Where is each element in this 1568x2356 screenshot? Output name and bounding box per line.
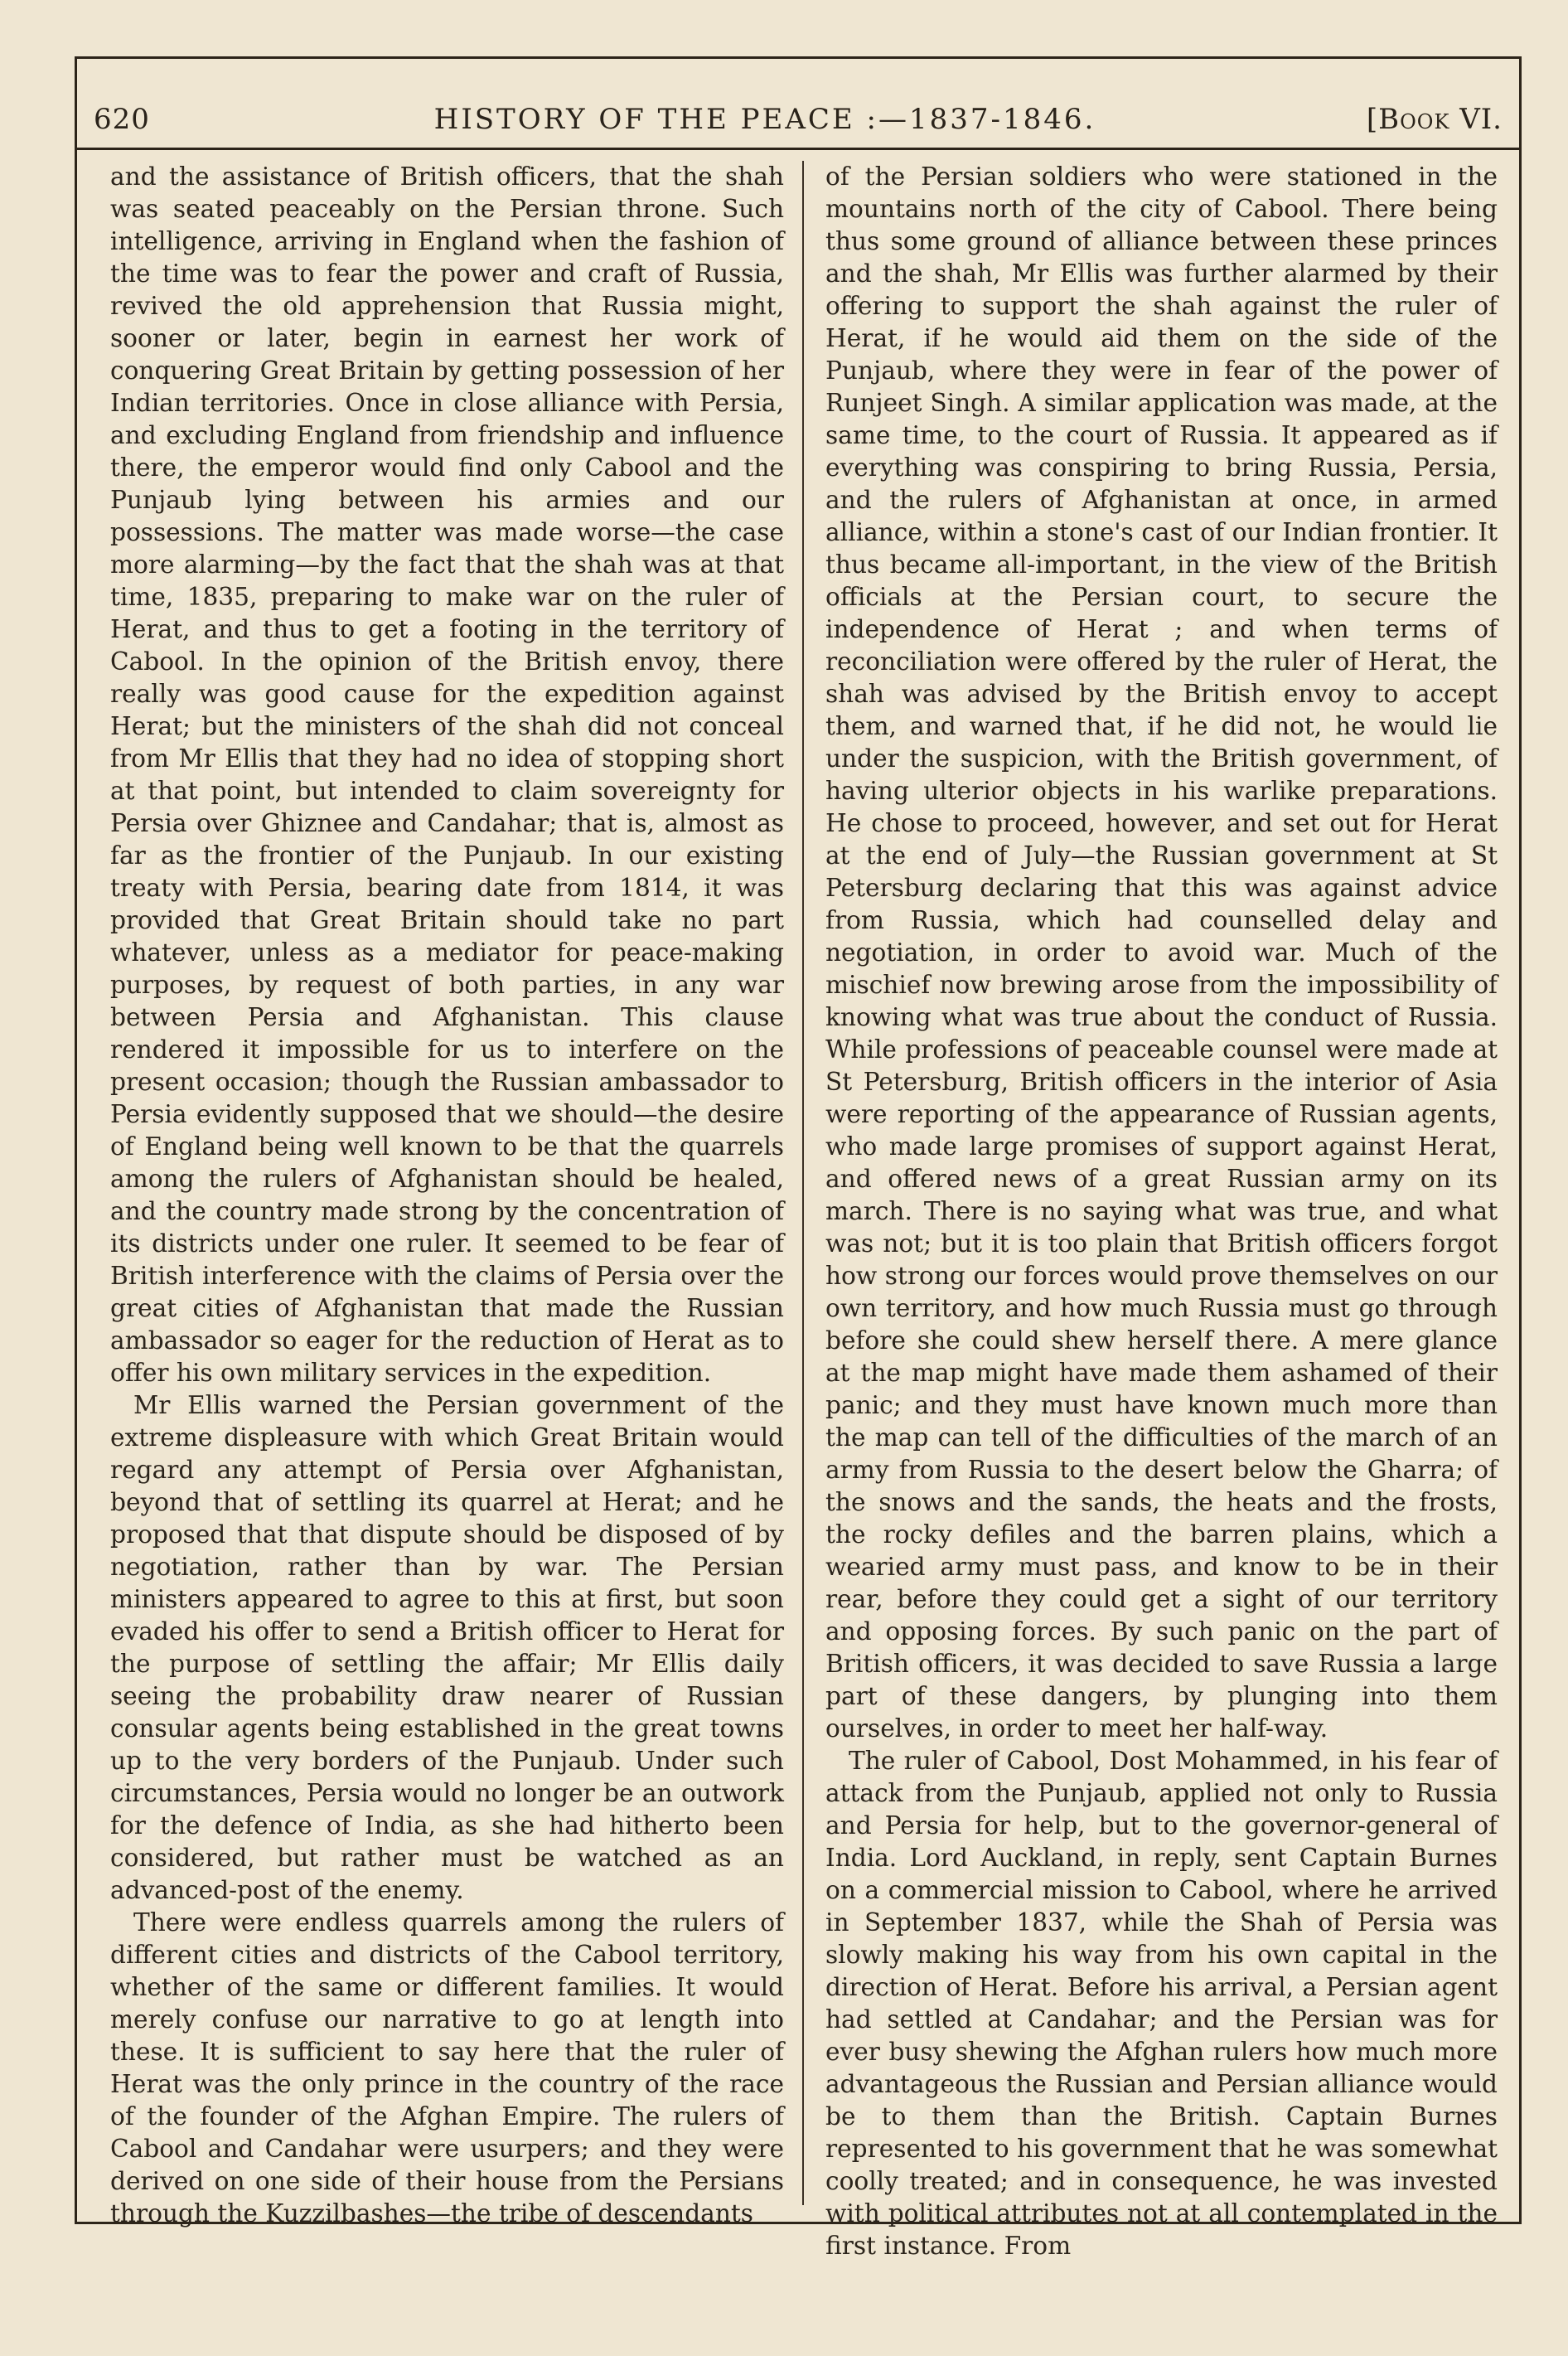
- left-column: [110, 161, 804, 2228]
- text-columns: [110, 161, 1498, 2260]
- left-paragraph-3: There were endless quarrels among the rulers of different cities and districts of the Cabool territory, whether of the same or different families. It would merely confuse our narrative to go at length into these. It is sufficient to say here that the ruler of Herat was the only prince in the country of the race of the founder of the Afghan Empire. The rulers of Cabool and Candahar were usurpers; and they were derived on one side of their house from the Persians through the Kuzzilbashes—the tribe of descendants: [110, 1908, 784, 2228]
- right-paragraph-2: The ruler of Cabool, Dost Mohammed, in his fear of attack from the Punjaub, applied not only to Russia and Persia for help, but to the governor-general of India. Lord Auckland, in reply, sent Captain Burnes on a commercial mission to Cabool, where he arrived in September 1837, while the Shah of Persia was slowly making his way from his own capital in the direction of Herat. Before his arrival, a Persian agent had settled at Candahar; and the Persian was for ever busy shewing the Afghan rulers how much more advantageous the Russian and Persian alliance would be to them than the British. Captain Burnes represented to his government that he was somewhat coolly treated; and in consequence, he was invested with political attributes not at all contemplated in the first instance. From: [825, 1747, 1498, 2260]
- page-frame: [75, 56, 1522, 2260]
- book-reference: [Book VI.: [1366, 103, 1503, 136]
- header-rule: [77, 148, 1519, 150]
- left-paragraph-2: Mr Ellis warned the Persian government of the extreme displeasure with which Great Britain would regard any attempt of Persia over Afghanistan, beyond that of settling its quarrel at Herat; and he proposed that that dispute should be disposed of by negotiation, rather than by war. The Persian ministers appeared to agree to this at first, but soon evaded his offer to send a British officer to Herat for the purpose of settling the affair; Mr Ellis daily seeing the probability draw nearer of Russian consular agents being established in the great towns up to the very borders of the Punjaub. Under such circumstances, Persia would no longer be an outwork for the defence of India, as she had hitherto been considered, but rather must be watched as an advanced-post of the enemy.: [110, 1391, 784, 1904]
- right-column: [804, 161, 1498, 2260]
- right-paragraph-1: of the Persian soldiers who were stationed in the mountains north of the city of Cabool. There being thus some ground of alliance between these princes and the shah, Mr Ellis was further alarmed by their offering to support the shah against the ruler of Herat, if he would aid them on the side of the Punjaub, where they were in fear of the power of Runjeet Singh. A similar application was made, at the same time, to the court of Russia. It appeared as if everything was conspiring to bring Russia, Persia, and the rulers of Afghanistan at once, in armed alliance, within a stone's cast of our Indian frontier. It thus became all-important, in the view of the British officials at the Persian court, to secure the independence of Herat ; and when terms of reconciliation were offered by the ruler of Herat, the shah was advised by the British envoy to accept them, and warned that, if he did not, he would lie under the suspicion, with the British government, of having ulterior objects in his warlike preparations. He chose to proceed, however, and set out for Herat at the end of July—the Russian government at St Petersburg declaring that this was against advice from Russia, which had counselled delay and negotiation, in order to avoid war. Much of the mischief now brewing arose from the impossibility of knowing what was true about the conduct of Russia. While professions of peaceable counsel were made at St Petersburg, British officers in the interior of Asia were reporting of the appearance of Russian agents, who made large promises of support against Herat, and offered news of a great Russian army on its march. There is no saying what was true, and what was not; but it is too plain that British officers forgot how strong our forces would prove themselves on our own territory, and how much Russia must go through before she could shew herself there. A mere glance at the map might have made them ashamed of their panic; and they must have known much more than the map can tell of the difficulties of the march of an army from Russia to the desert below the Gharra; of the snows and the sands, the heats and the frosts, the rocky defiles and the barren plains, which a wearied army must pass, and know to be in their rear, before they could get a sight of our territory and opposing forces. By such panic on the part of British officers, it was decided to save Russia a large part of these dangers, by plunging into them ourselves, in order to meet her half-way.: [825, 162, 1498, 1743]
- left-paragraph-1: and the assistance of British officers, that the shah was seated peaceably on the Persian throne. Such intelligence, arriving in England when the fashion of the time was to fear the power and craft of Russia, revived the old apprehension that Russia might, sooner or later, begin in earnest her work of conquering Great Britain by getting possession of her Indian territories. Once in close alliance with Persia, and excluding England from friendship and influence there, the emperor would find only Cabool and the Punjaub lying between his armies and our possessions. The matter was made worse—the case more alarming—by the fact that the shah was at that time, 1835, preparing to make war on the ruler of Herat, and thus to get a footing in the territory of Cabool. In the opinion of the British envoy, there really was good cause for the expedition against Herat; but the ministers of the shah did not conceal from Mr Ellis that they had no idea of stopping short at that point, but intended to claim sovereignty for Persia over Ghiznee and Candahar; that is, almost as far as the frontier of the Punjaub. In our existing treaty with Persia, bearing date from 1814, it was provided that Great Britain should take no part whatever, unless as a mediator for peace-making purposes, by request of both parties, in any war between Persia and Afghanistan. This clause rendered it impossible for us to interfere on the present occasion; though the Russian ambassador to Persia evidently supposed that we should—the desire of England being well known to be that the quarrels among the rulers of Afghanistan should be healed, and the country made strong by the concentration of its districts under one ruler. It seemed to be fear of British interference with the claims of Persia over the great cities of Afghanistan that made the Russian ambassador so eager for the reduction of Herat as to offer his own military services in the expedition.: [110, 162, 784, 1387]
- running-header: [94, 86, 1503, 136]
- page-number: 620: [94, 103, 150, 136]
- running-title: HISTORY OF THE PEACE :—1837-1846.: [433, 103, 1096, 136]
